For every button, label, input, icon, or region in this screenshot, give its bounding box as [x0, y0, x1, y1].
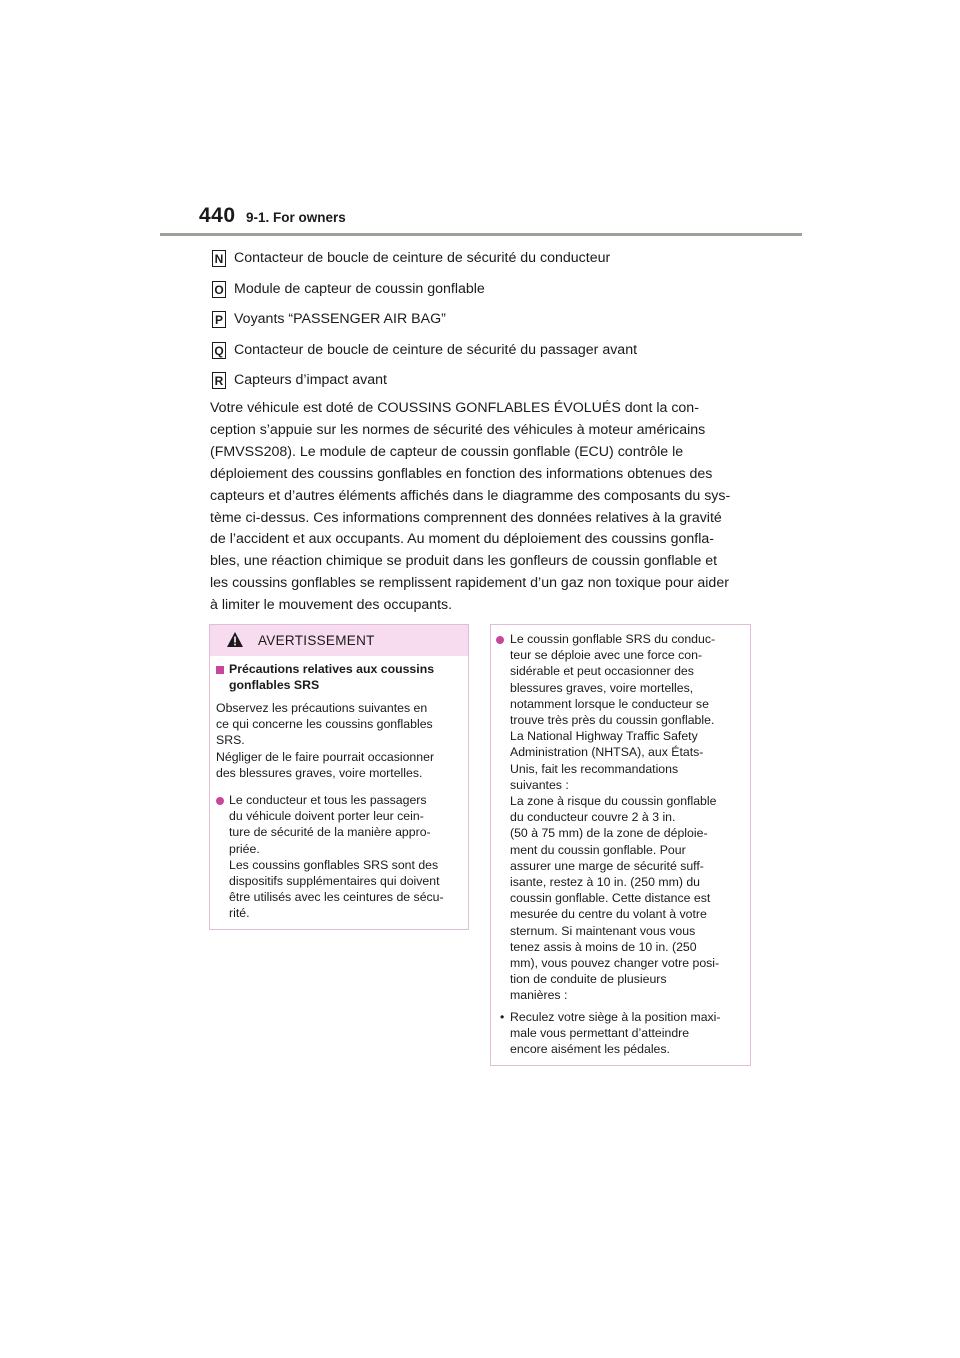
bullet-line: coussin gonflable. Cette distance est: [510, 891, 711, 906]
legend-letter: P: [212, 311, 226, 328]
sub-bullet-line: encore aisément les pédales.: [510, 1042, 670, 1057]
paragraph-line: capteurs et d’autres éléments affichés dans le diagramme des composants du sys-: [210, 487, 731, 504]
bullet-line: teur se déploie avec une force con-: [510, 648, 703, 663]
warning-triangle-icon: [226, 631, 244, 648]
paragraph-line: à limiter le mouvement des occupants.: [210, 597, 453, 614]
legend-letter: R: [212, 372, 226, 389]
intro-line: SRS.: [216, 733, 245, 748]
intro-line: des blessures graves, voire mortelles.: [216, 765, 423, 780]
legend-text: Contacteur de boucle de ceinture de sécurité du passager avant: [234, 341, 638, 358]
legend-item-n: [212, 250, 772, 281]
section-title: 9-1. For owners: [246, 210, 346, 225]
bullet-line: tenez assis à moins de 10 in. (250: [510, 939, 697, 954]
bullet-line: rité.: [229, 906, 250, 921]
round-bullet-icon: [496, 636, 504, 644]
bullet-line: tion de conduite de plusieurs: [510, 972, 667, 987]
sub-bullet-seat: [510, 1009, 721, 1058]
legend-text: Module de capteur de coussin gonflable: [234, 280, 485, 297]
bullet-line: Administration (NHTSA), aux États-: [510, 745, 704, 760]
page-number: 440: [199, 204, 236, 227]
bullet-driver-airbag: [510, 631, 719, 1004]
bullet-line: sidérable et peut occasionner des: [510, 664, 694, 679]
paragraph-line: tème ci-dessus. Ces informations comprennent des données relatives à la gravité: [210, 509, 722, 526]
bullet-line: du conducteur couvre 2 à 3 in.: [510, 810, 676, 825]
bullet-line: ture de sécurité de la manière appro-: [229, 825, 431, 840]
bullet-line: Le conducteur et tous les passagers: [229, 793, 427, 807]
paragraph-line: déploiement des coussins gonflables en fonction des informations obtenues des: [210, 465, 713, 482]
square-bullet-icon: [216, 666, 224, 674]
legend-text: Capteurs d’impact avant: [234, 372, 387, 388]
legend-letter: O: [212, 281, 226, 298]
bullet-line: Le coussin gonflable SRS du conduc-: [510, 632, 716, 646]
warning-intro: [216, 700, 434, 781]
paragraph-line: bles, une réaction chimique se produit dans les gonfleurs de coussin gonflable et: [210, 553, 718, 570]
intro-line: Négliger de le faire pourrait occasionner: [216, 749, 435, 764]
heading-line: Précautions relatives aux coussins: [229, 662, 435, 676]
bullet-line: sternum. Si maintenant vous vous: [510, 923, 696, 938]
paragraph-line: les coussins gonflables se remplissent rapidement d’un gaz non toxique pour aider: [210, 575, 729, 592]
bullet-line: mesurée du centre du volant à votre: [510, 907, 707, 922]
warning-heading: [229, 661, 434, 693]
bullet-line: La National Highway Traffic Safety: [510, 729, 698, 744]
sub-bullet-line: male vous permettant d’atteindre: [510, 1026, 690, 1041]
bullet-line: blessures graves, voire mortelles,: [510, 680, 694, 695]
bullet-line: Les coussins gonflables SRS sont des: [229, 857, 439, 872]
legend-letter: Q: [212, 342, 226, 359]
bullet-seatbelt: [229, 792, 444, 922]
intro-line: ce qui concerne les coussins gonflables: [216, 717, 433, 732]
page-header: [199, 200, 801, 234]
legend-item-p: [212, 311, 772, 342]
paragraph-line: Votre véhicule est doté de COUSSINS GONFLABLES ÉVOLUÉS dont la con-: [210, 400, 699, 416]
header-rule: [160, 233, 802, 236]
paragraph-line: de l’accident et aux occupants. Au moment du déploiement des coussins gonfla-: [210, 531, 714, 548]
component-legend: [212, 250, 772, 403]
bullet-line: assurer une marge de sécurité suff-: [510, 858, 704, 873]
bullet-line: manières :: [510, 988, 568, 1003]
bullet-line: (50 à 75 mm) de la zone de déploie-: [510, 826, 708, 841]
legend-text: Contacteur de boucle de ceinture de sécurité du conducteur: [234, 250, 611, 266]
round-bullet-icon: [216, 797, 224, 805]
bullet-line: ment du coussin gonflable. Pour: [510, 842, 686, 857]
paragraph-line: (FMVSS208). Le module de capteur de coussin gonflable (ECU) contrôle le: [210, 443, 684, 460]
bullet-line: notamment lorsque le conducteur se: [510, 696, 709, 711]
intro-line: Observez les précautions suivantes en: [216, 701, 428, 715]
bullet-line: Unis, fait les recommandations: [510, 761, 679, 776]
bullet-line: du véhicule doivent porter leur cein-: [229, 809, 424, 824]
bullet-line: isante, restez à 10 in. (250 mm) du: [510, 875, 701, 890]
legend-item-o: [212, 281, 772, 312]
bullet-line: être utilisés avec les ceintures de sécu-: [229, 890, 444, 905]
warning-header: [210, 625, 468, 656]
bullet-line: priée.: [229, 841, 260, 856]
sub-bullet-marker: •: [500, 1010, 505, 1024]
bullet-line: mm), vous pouvez changer votre posi-: [510, 956, 720, 971]
legend-text: Voyants “PASSENGER AIR BAG”: [234, 311, 446, 327]
bullet-line: trouve très près du coussin gonflable.: [510, 713, 715, 728]
paragraph-line: ception s’appuie sur les normes de sécurité des véhicules à moteur américains: [210, 421, 706, 438]
heading-line: gonflables SRS: [229, 678, 320, 693]
body-paragraph: [210, 398, 760, 617]
bullet-line: La zone à risque du coussin gonflable: [510, 794, 717, 809]
warning-box: [209, 624, 469, 930]
warning-title: AVERTISSEMENT: [258, 633, 375, 648]
warning-box-continued: [490, 624, 751, 1066]
bullet-line: suivantes :: [510, 777, 569, 792]
legend-item-q: [212, 342, 772, 373]
bullet-line: dispositifs supplémentaires qui doivent: [229, 874, 440, 889]
sub-bullet-line: Reculez votre siège à la position maxi-: [510, 1010, 721, 1024]
legend-letter: N: [212, 250, 226, 267]
